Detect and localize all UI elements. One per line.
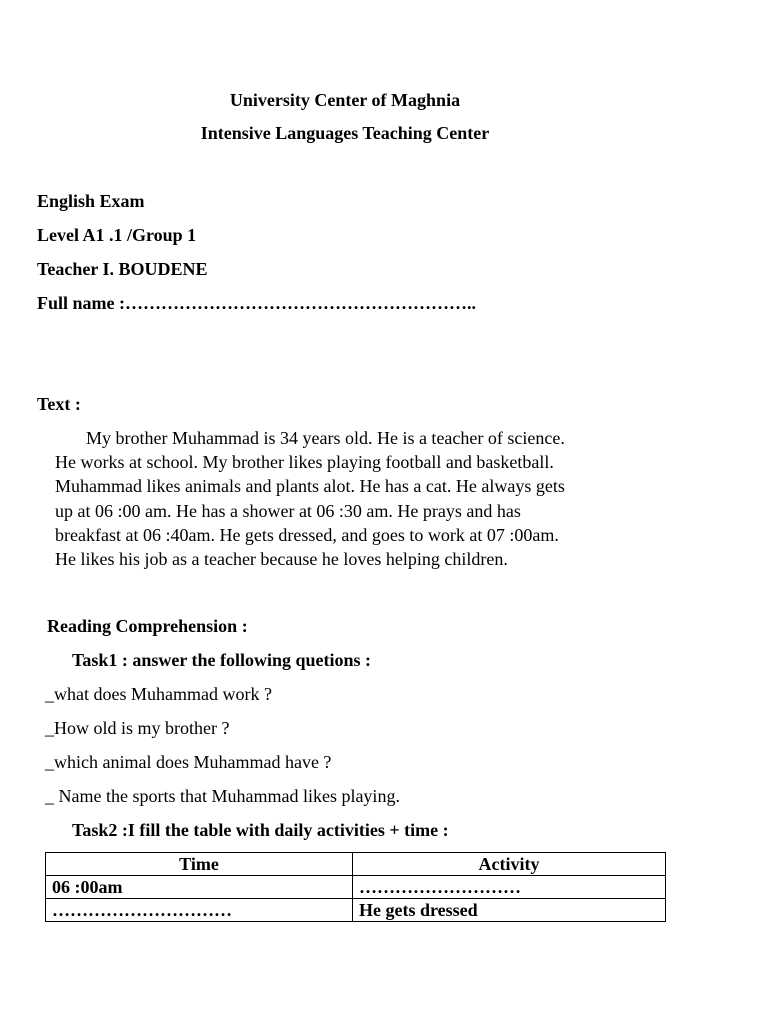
task1-heading: Task1 : answer the following quetions : xyxy=(72,650,372,670)
reading-text xyxy=(55,426,655,571)
activity-column-header: Activity xyxy=(353,853,666,876)
text-line: My brother Muhammad is 34 years old. He is a teacher of science. xyxy=(86,428,565,448)
activity-cell: He gets dressed xyxy=(353,899,666,922)
center-title: Intensive Languages Teaching Center xyxy=(200,123,490,143)
text-label: Text : xyxy=(37,394,81,414)
text-line: Muhammad likes animals and plants alot. He has a cat. He always gets xyxy=(55,476,565,497)
text-line: He likes his job as a teacher because he loves helping children. xyxy=(55,549,508,570)
question-item: _ Name the sports that Muhammad likes playing. xyxy=(45,786,400,806)
exam-title: English Exam xyxy=(37,191,145,211)
time-cell[interactable]: ………………………… xyxy=(46,899,353,922)
activity-cell[interactable]: ……………………… xyxy=(353,876,666,899)
time-column-header: Time xyxy=(46,853,353,876)
table-row xyxy=(46,876,666,899)
table-row xyxy=(46,899,666,922)
text-line: up at 06 :00 am. He has a shower at 06 :30 am. He prays and has xyxy=(55,500,521,521)
text-line: He works at school. My brother likes playing football and basketball. xyxy=(55,452,554,473)
question-item: _which animal does Muhammad have ? xyxy=(45,752,332,772)
institution-title: University Center of Maghnia xyxy=(229,90,461,110)
question-item: _How old is my brother ? xyxy=(45,718,230,738)
task2-heading: Task2 :I fill the table with daily activities + time : xyxy=(72,820,449,840)
question-item: _what does Muhammad work ? xyxy=(45,684,272,704)
level-group: Level A1 .1 /Group 1 xyxy=(37,225,197,245)
time-cell: 06 :00am xyxy=(46,876,353,899)
activities-table xyxy=(45,852,666,922)
full-name-field[interactable]: Full name :………………………………………………….. xyxy=(37,293,476,313)
comprehension-heading: Reading Comprehension : xyxy=(47,616,248,636)
teacher-name: Teacher I. BOUDENE xyxy=(37,259,208,279)
text-line: breakfast at 06 :40am. He gets dressed, and goes to work at 07 :00am. xyxy=(55,524,559,545)
table-header-row xyxy=(46,853,666,876)
